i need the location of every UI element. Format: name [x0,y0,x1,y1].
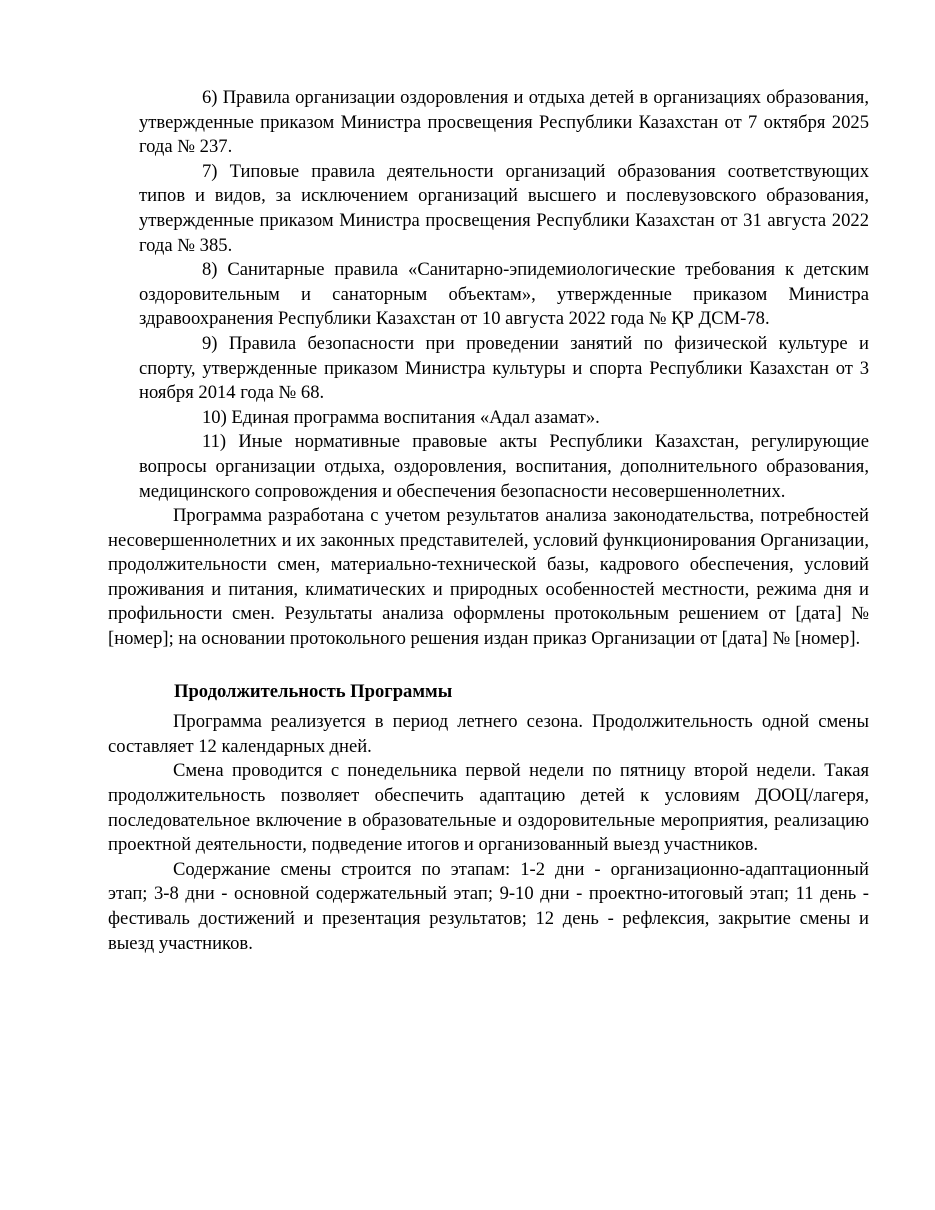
program-paragraph: Программа разработана с учетом результатов анализа законодательства, потребностей несовершеннолетних и их законных представителей, условий функционирования Организации, продолжительности смен, материально-технической базы, кадрового обеспечения, условий проживания и питания, климатических и природных особенностей местности, режима дня и профильности смен. Результаты анализа оформлены протокольным решением от [дата] № [номер]; на основании протокольного решения издан приказ Организации от [дата] № [номер]. [108,505,869,650]
list-item-10: 10) Единая программа воспитания «Адал азамат». [202,406,600,428]
stages-paragraph: Содержание смены строится по этапам: 1-2 дни - организационно-адаптационный этап; 3-8 дни - основной содержательный этап; 9-10 дни - проектно-итоговый этап; 11 день - фестиваль достижений и презентация результатов; 12 день - рефлексия, закрытие смены и выезд участников. [108,858,869,954]
document-content [0,86,935,956]
list-item-6: 6) Правила организации оздоровления и отдыха детей в организациях образования, утвержденные приказом Министра просвещения Республики Казахстан от 7 октября 2025 года № 237. [139,87,869,158]
schedule-paragraph: Смена проводится с понедельника первой недели по пятницу второй недели. Такая продолжительность позволяет обеспечить адаптацию детей к условиям ДООЦ/лагеря, последовательное включение в образовательные и оздоровительные мероприятия, реализацию проектной деятельности, подведение итогов и организованный выезд участников. [108,760,869,856]
duration-paragraph: Программа реализуется в период летнего сезона. Продолжительность одной смены составляет 12 календарных дней. [108,711,869,757]
list-item-8: 8) Санитарные правила «Санитарно-эпидемиологические требования к детским оздоровительным и санаторным объектам», утвержденные приказом Министра здравоохранения Республики Казахстан от 10 августа 2022 года № ҚР ДСМ-78. [139,259,869,330]
section-heading: Продолжительность Программы [174,680,453,702]
list-item-9: 9) Правила безопасности при проведении занятий по физической культуре и спорту, утвержденные приказом Министра культуры и спорта Республики Казахстан от 3 ноября 2014 года № 68. [139,332,869,404]
list-item-7: 7) Типовые правила деятельности организаций образования соответствующих типов и видов, за исключением организаций высшего и послевузовского образования, утвержденные приказом Министра просвещения Республики Казахстан от 31 августа 2022 года № 385. [139,160,869,256]
list-item-11: 11) Иные нормативные правовые акты Республики Казахстан, регулирующие вопросы организации отдыха, оздоровления, воспитания, дополнительного образования, медицинского сопровождения и обеспечения безопасности несовершеннолетних. [139,431,869,502]
